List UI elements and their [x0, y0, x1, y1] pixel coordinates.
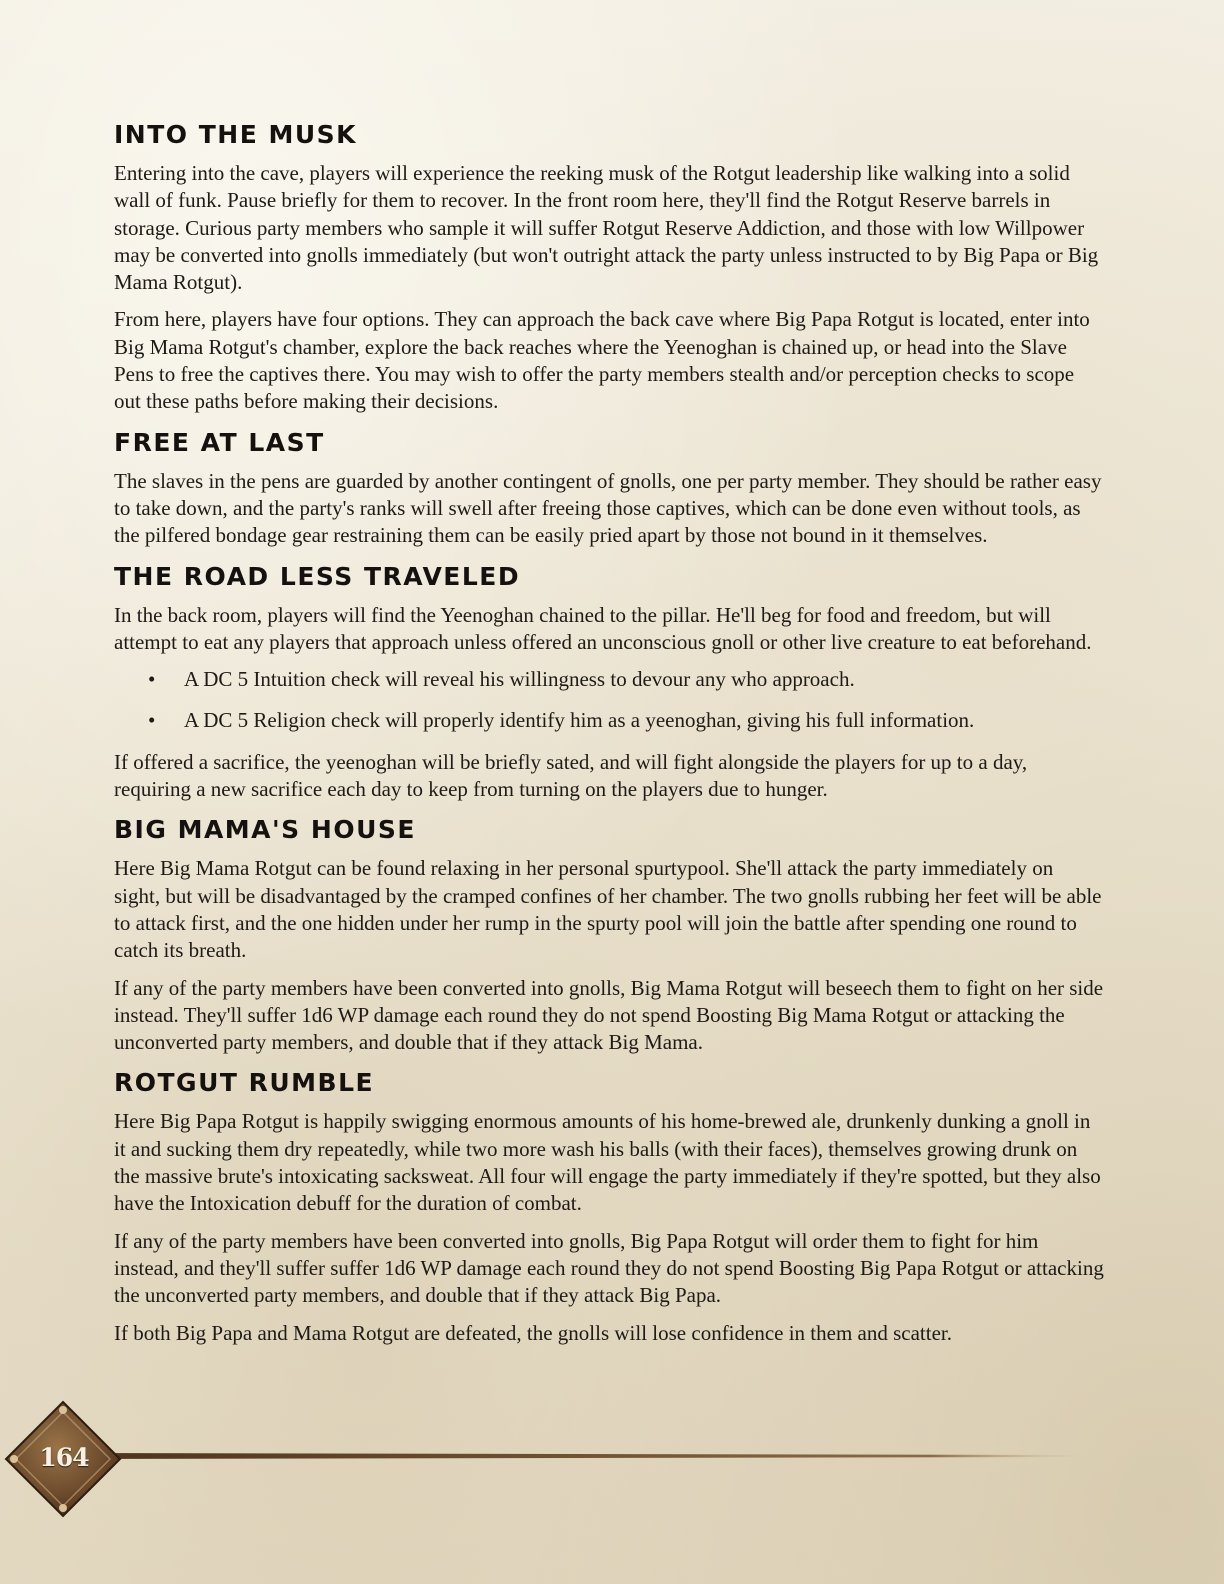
bullet-icon: • — [148, 667, 156, 692]
section-heading: INTO THE MUSK — [114, 120, 358, 149]
bullet-list — [114, 666, 1104, 735]
section-rotgut-rumble — [114, 1066, 1104, 1346]
paragraph: If offered a sacrifice, the yeenoghan will be briefly sated, and will fight alongside the players for up to a day, requiring a new sacrifice each day to keep from turning on the players due to hunger. — [114, 749, 1028, 802]
section-road-less-traveled — [114, 560, 1104, 804]
section-free-at-last — [114, 426, 1104, 550]
paragraph: Entering into the cave, players will experience the reeking musk of the Rotgut leadership like walking into a solid wall of funk. Pause briefly for them to recover. In the front room here, they'll find the Rotgut Reserve barrels in storage. Curious party members who sample it will suffer Rotgut Reserve Addiction, and those with low Willpower may be converted into gnolls immediately (but won't outright attack the party unless instructed to by Big Papa or Big Mama Rotgut). — [114, 161, 1099, 295]
list-item — [114, 666, 1104, 693]
section-into-the-musk — [114, 118, 1104, 416]
list-item — [114, 707, 1104, 734]
bullet-icon: • — [148, 708, 156, 733]
paragraph: In the back room, players will find the Yeenoghan chained to the pillar. He'll beg for food and freedom, but will attempt to eat any players that approach unless offered an unconscious gnoll or other live creature to eat beforehand. — [114, 602, 1092, 654]
paragraph: Here Big Papa Rotgut is happily swigging enormous amounts of his home-brewed ale, drunkenly dunking a gnoll in it and sucking them dry repeatedly, while two more wash his balls (with their faces), themselves growing drunk on the massive brute's intoxicating sacksweat. All four will engage the party immediately if they're spotted, but they also have the Intoxication debuff for the duration of combat. — [114, 1109, 1101, 1216]
section-heading: BIG MAMA'S HOUSE — [114, 815, 416, 845]
section-heading: THE ROAD LESS TRAVELED — [114, 561, 521, 591]
paragraph: From here, players have four options. They can approach the back cave where Big Papa Rotgut is located, enter into Big Mama Rotgut's chamber, explore the back reaches where the Yeenoghan is chained up, or head into the Slave Pens to free the captives there. You may wish to offer the party members stealth and/or perception checks to scope out these paths before making their decisions. — [114, 307, 1090, 414]
footer-rule — [70, 1451, 1082, 1461]
list-item-text: A DC 5 Religion check will properly identify him as a yeenoghan, giving his full information. — [184, 708, 975, 733]
paragraph: If any of the party members have been converted into gnolls, Big Papa Rotgut will order them to fight for him instead, and they'll suffer suffer 1d6 WP damage each round they do not spend Boosting Big Papa Rotgut or attacking the unconverted party members, and double that if they attack Big Papa. — [114, 1228, 1104, 1308]
section-big-mamas-house — [114, 813, 1104, 1056]
list-item-text: A DC 5 Intuition check will reveal his willingness to devour any who approach. — [184, 667, 855, 692]
paragraph: If both Big Papa and Mama Rotgut are defeated, the gnolls will lose confidence in them and scatter. — [114, 1320, 953, 1345]
section-heading: ROTGUT RUMBLE — [114, 1068, 375, 1098]
paragraph: Here Big Mama Rotgut can be found relaxing in her personal spurtypool. She'll attack the party immediately on sight, but will be disadvantaged by the cramped confines of her chamber. The two gnolls rubbing her feet will be able to attack first, and the one hidden under her rump in the spurty pool will join the battle after spending one round to catch its breath. — [114, 856, 1102, 963]
page-content — [114, 118, 1104, 1357]
paragraph: If any of the party members have been converted into gnolls, Big Mama Rotgut will beseech them to fight on her side instead. They'll suffer 1d6 WP damage each round they do not spend Boosting Big Mama Rotgut or attacking the unconverted party members, and double that if they attack Big Mama. — [114, 975, 1104, 1055]
page-number: 164 — [39, 1443, 89, 1472]
paragraph: The slaves in the pens are guarded by another contingent of gnolls, one per party member. They should be rather easy to take down, and the party's ranks will swell after freeing those captives, which can be done even without tools, as the pilfered bondage gear restraining them can be easily pried apart by those not bound in it themselves. — [114, 468, 1102, 548]
section-heading: FREE AT LAST — [114, 427, 325, 457]
